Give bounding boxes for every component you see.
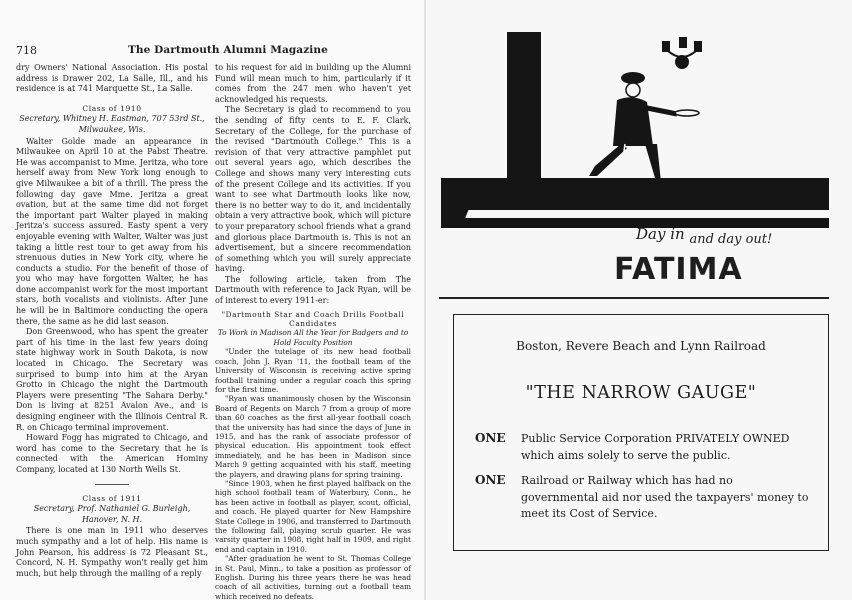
page-number: 718	[16, 44, 37, 57]
paragraph: There is one man in 1911 who deserves much sympathy and a lot of help. His name is John Pearson, his address is 72 Pleasant St., Concord, N. H. Sympathy won't really get him much, but help through the mailing of a reply	[16, 526, 208, 578]
railroad-company: Boston, Revere Beach and Lynn Railroad	[516, 339, 766, 353]
slogan-day: Day in	[636, 225, 685, 243]
page-rule	[439, 297, 829, 299]
running-header	[16, 44, 412, 58]
one-label: ONE	[475, 473, 506, 487]
secretary-1910: Secretary, Whitney H. Eastman, 707 53rd St., Milwaukee, Wis.	[19, 114, 205, 134]
magazine-title: The Dartmouth Alumni Magazine	[128, 44, 328, 56]
paragraph: dry Owners' National Association. His postal address is Drawer 202, La Salle, Ill., and his residence is at 741 Marquette St., La Salle.	[16, 63, 208, 94]
one-statement-1: Public Service Corporation PRIVATELY OWNED which aims solely to serve the public.	[521, 432, 790, 462]
column-2	[215, 63, 411, 600]
paragraph: "Ryan was unanimously chosen by the Wisconsin Board of Regents on March 7 from a group of more than 60 coaches as the first all-year football coach that the university has had since the days of June in 1915, and has the rank of associate professor of physical education. His appointment took effect immediately, and he has been in Madison since March 9 getting acquainted with his staff, meeting the players, and drawing plans for spring training.	[215, 394, 411, 479]
paragraph: The following article, taken from The Dartmouth with reference to Jack Ryan, will be of interest to every 1911-er:	[215, 274, 411, 306]
paragraph: "Since 1903, when he first played halfback on the high school football team of Waterbury, Conn., he has been active in football as player, scout, official, and coach. He played quarter for New Hampshire State College in 1906, and transferred to Dartmouth the following fall, playing scrub quarter. He was varsity quarter in 1908, right half in 1909, and right end and captain in 1910.	[215, 478, 411, 554]
paragraph: Don Greenwood, who has spent the greater part of his time in the last few years doing state highway work in South Dakota, is now located in Chicago. The Secretary was surprised to bump into him at the Aryan Grotto in Chicago the night the Dartmouth Players were presenting "The Sahara Derby." Don is living at 8251 Avalon Ave., and is designing engineer with the Illinois Central R. R. on Chicago terminal improvement.	[16, 327, 208, 432]
paragraph: Walter Golde made an appearance in Milwaukee on April 10 at the Pabst Theatre. He was accompanist to Mme. Jeritza, who tore herself away from New York long enough to give Milwaukee a bit of a thrill. The press the following day gave Mme. Jeritza a great ovation, but at the same time did not forget the important part Walter played in making Jeritza's success assured. Easty spent a very enjoyable evening with Walter, Walter was just taking a little rest tour to get away from his strenuous duties in New York city, where he conducts a studio. For the benefit of those of you who may have forgotten Walter, he has done accompanist work for the most important stars, both vocalists and violinists. After June he will be in Baltimore conducting the opera there, the same as he did last season.	[16, 136, 208, 326]
slogan-rest: and day out!	[689, 232, 773, 247]
one-label: ONE	[475, 431, 506, 445]
paragraph: "After graduation he went to St. Thomas College in St. Paul, Minn., to take a position as professor of English. During his three years there he was head coach of all activities, turning out a football team which received no defeats.	[215, 554, 411, 600]
column-1	[16, 63, 208, 579]
class-heading-1911: Class of 1911	[82, 493, 142, 503]
paragraph: to his request for aid in building up the Alumni Fund will mean much to him, particularly if it comes from the 247 men who haven't yet acknowledged his requests.	[215, 63, 411, 104]
paragraph: The Secretary is glad to recommend to you the sending of fifty cents to E. F. Clark, Secretary of the College, for the purchase of the revised "Dartmouth College." This is a revision of that very attractive pamphlet put out several years ago, which describes the College and shows many very interesting cuts of the present College and its activities. If you want to see what Dartmouth looks like now, there is no better way to do it, and incidentally obtain a very attractive book, which will picture to your preparatory school friends what a grand and glorious place Dartmouth is. This is not an advertisement, but a sincere recommendation of something which you will surely appreciate having.	[215, 105, 411, 274]
article-subheadline: To Work in Madison All the Year for Badgers and to Hold Faculty Position	[217, 328, 409, 347]
railroad-advertisement	[453, 314, 829, 551]
fatima-brand: FATIMA	[614, 252, 743, 287]
class-heading-1910: Class of 1910	[82, 103, 142, 113]
railroad-nickname: "THE NARROW GAUGE"	[525, 383, 757, 403]
one-statement-2: Railroad or Railway which has had no governmental aid nor used the taxpayers' money to meet its Cost of Service.	[521, 474, 809, 520]
divider	[95, 484, 129, 485]
fatima-slogan	[636, 225, 773, 247]
paragraph: Howard Fogg has migrated to Chicago, and word has come to the Secretary that he is connected with the American Hominy Company, located at 130 North Wells St.	[16, 433, 208, 474]
paragraph: "Under the tutelage of its new head football coach, John J. Ryan '11, the football team of the University of Wisconsin is receiving active spring football training under a regular coach this spring for the first time.	[215, 347, 411, 394]
secretary-1911: Secretary, Prof. Nathaniel G. Burleigh, Hanover, N. H.	[33, 504, 191, 524]
article-headline: "Dartmouth Star and Coach Drills Football Candidates	[221, 309, 405, 329]
